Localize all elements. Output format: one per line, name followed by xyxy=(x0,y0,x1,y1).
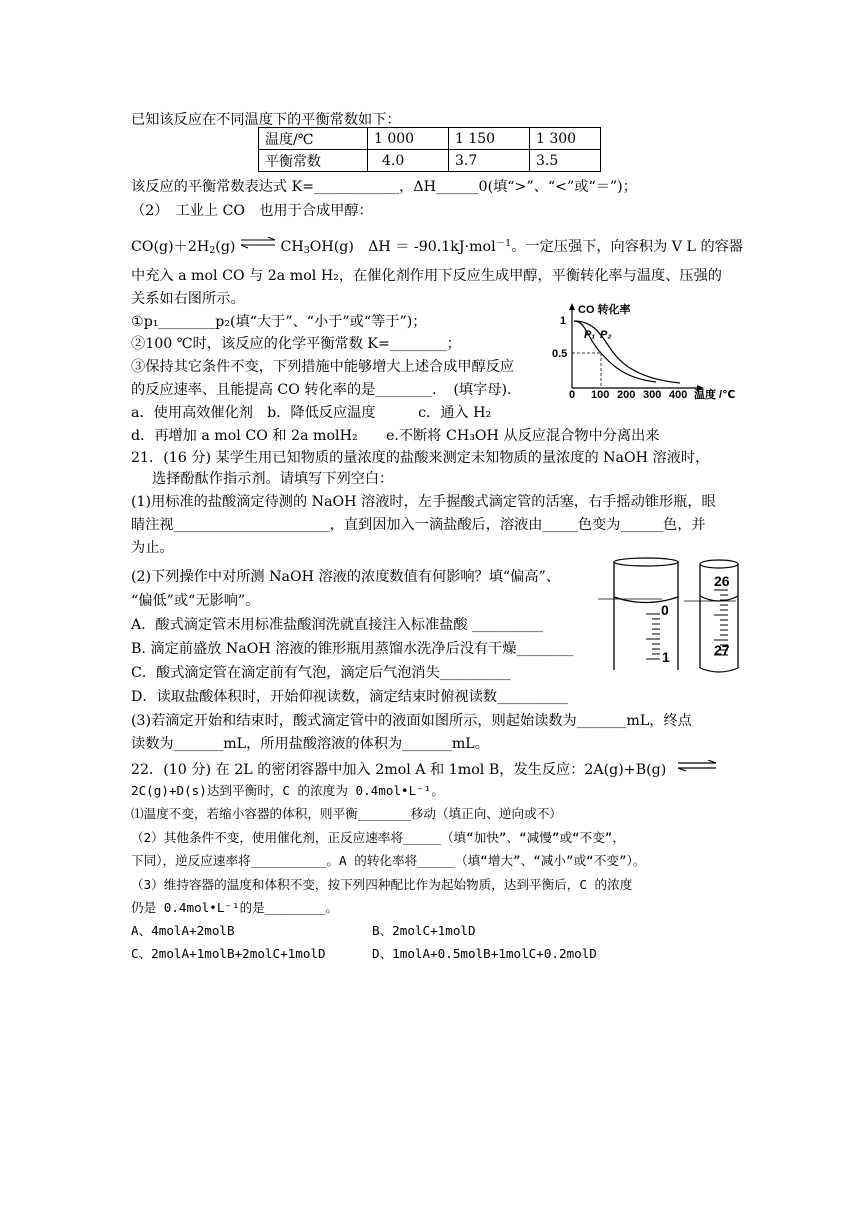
y-axis-title: CO 转化率 xyxy=(578,304,631,316)
right-burette-bottom xyxy=(700,668,738,672)
text-line: （3）维持容器的温度和体积不变，按下列四种配比作为起始物质，达到平衡后，C 的浓度 xyxy=(131,877,633,892)
equilibrium-arrow-icon xyxy=(677,760,717,772)
text-fragment: CO(g)＋2H xyxy=(131,239,210,255)
superscript: －1 xyxy=(495,238,512,249)
text-line: C、2molA+1molB+2molC+1molD xyxy=(131,946,326,961)
text-line: C．酸式滴定管在滴定前有气泡，滴定后气泡消失__________ xyxy=(131,665,511,681)
burette-readings-figure xyxy=(596,552,746,678)
right-meniscus xyxy=(700,596,738,601)
y-tick-label: 0.5 xyxy=(552,348,568,360)
text-line: 选择酚酞作指示剂。请填写下列空白： xyxy=(152,471,394,487)
table-cell: 1 300 xyxy=(530,128,601,150)
text-line: D、1molA+0.5molB+1molC+0.2molD xyxy=(372,946,597,961)
y-tick-label: 1 xyxy=(560,315,567,327)
table-cell: 4.0 xyxy=(368,150,449,172)
text-fragment: 。一定压强下，向容积为 V L 的容器 xyxy=(511,239,744,255)
text-line: (2)下列操作中对所测 NaOH 溶液的浓度数值有何影响？填“偏高”、 xyxy=(131,569,561,585)
y-axis-arrow-icon xyxy=(569,303,575,310)
text-line: ③保持其它条件不变，下列措施中能够增大上述合成甲醇反应 xyxy=(131,359,515,375)
text-line: A．酸式滴定管未用标准盐酸润洗就直接注入标准盐酸 __________ xyxy=(131,617,544,633)
left-scale-label-bottom: 1 xyxy=(662,649,670,665)
x-tick-label: 200 xyxy=(617,389,636,401)
text-line: 关系如右图所示。 xyxy=(131,291,245,307)
text-line: （2）其他条件不变，使用催化剂，正反应速率将_____（填“加快”、“减慢”或“不变”， xyxy=(131,830,625,845)
text-line: (1)用标准的盐酸滴定待测的 NaOH 溶液时，左手握酸式滴定管的活塞，右手摇动锥形瓶，眼 xyxy=(131,494,716,510)
x-tick-label: 100 xyxy=(591,389,610,401)
text-line: D．读取盐酸体积时，开始仰视读数，滴定结束时俯视读数__________ xyxy=(131,689,569,705)
table-row xyxy=(259,150,601,172)
text-line: 2C(g)+D(s)达到平衡时，C 的浓度为 0.4mol•L⁻¹。 xyxy=(131,783,444,798)
x-axis-title: 温度 /℃ xyxy=(694,389,736,401)
text-line: 21．(16 分) 某学生用已知物质的量浓度的盐酸来测定未知物质的量浓度的 NaOH 溶液时， xyxy=(131,450,710,466)
equilibrium-constant-table xyxy=(258,127,601,172)
table-cell: 平衡常数 xyxy=(259,150,368,172)
text-line xyxy=(131,237,743,256)
equilibrium-arrow-icon xyxy=(240,237,276,249)
text-line: 读数为_______mL，所用盐酸溶液的体积为_______mL。 xyxy=(131,736,489,752)
text-line: B. 滴定前盛放 NaOH 溶液的锥形瓶用蒸馏水洗净后没有干燥________ xyxy=(131,641,574,657)
table-cell: 3.5 xyxy=(530,150,601,172)
text-fragment: 22．(10 分) 在 2L 的密闭容器中加入 2mol A 和 1mol B，发生反应：2A(g)+B(g) xyxy=(131,762,667,778)
text-line: 睛注视______________________，直到因加入一滴盐酸后，溶液由_____色变为______色，并 xyxy=(131,517,706,533)
text-line: 下同），逆反应速率将__________。A 的转化率将_____（填“增大”、“减小”或“不变”）。 xyxy=(131,853,646,868)
left-scale xyxy=(646,614,660,659)
text-line: “偏低”或“无影响”。 xyxy=(131,593,260,609)
table-cell: 1 000 xyxy=(368,128,449,150)
text-line xyxy=(131,760,717,779)
subscript: 2 xyxy=(209,245,216,256)
text-line: B、2molC+1molD xyxy=(372,923,476,938)
table-cell: 1 150 xyxy=(449,128,530,150)
text-line: ⑴温度不变，若缩小容器的体积，则平衡_______移动（填正向、逆向或不） xyxy=(131,806,562,821)
curve-label-p2: P₂ xyxy=(600,329,612,341)
text-fragment: OH(g) ΔH ＝ -90.1kJ·mol xyxy=(309,239,496,255)
text-line: A、4molA+2molB xyxy=(131,923,235,938)
right-scale-label-bottom: 27 xyxy=(714,642,730,658)
table-cell: 温度/℃ xyxy=(259,128,368,150)
text-line: 已知该反应在不同温度下的平衡常数如下： xyxy=(131,112,401,128)
right-scale-label-top: 26 xyxy=(714,573,730,589)
text-line: ①p₁________p₂(填“大于”、“小于”或“等于”)； xyxy=(131,314,427,330)
text-line: 中充入 a mol CO 与 2a mol H₂，在催化剂作用下反应生成甲醇，平衡转化率与温度、压强的 xyxy=(131,268,722,284)
x-tick-label: 300 xyxy=(643,389,662,401)
text-line: （2） 工业上 CO 也用于合成甲醇： xyxy=(131,203,373,219)
left-burette-rim xyxy=(614,558,678,566)
co-conversion-graph xyxy=(548,298,744,406)
table-cell: 3.7 xyxy=(449,150,530,172)
text-line: a．使用高效催化剂 b．降低反应温度 c．通入 H₂ xyxy=(131,405,492,421)
text-line: 该反应的平衡常数表达式 K=____________，ΔH______0(填“>”、“<”或“＝”)； xyxy=(131,179,637,195)
subscript: 3 xyxy=(303,245,310,256)
text-line: ②100 ℃时，该反应的化学平衡常数 K=________； xyxy=(131,336,461,352)
x-tick-label: 400 xyxy=(669,389,688,401)
text-fragment: (g) xyxy=(215,239,236,255)
table-row xyxy=(259,128,601,150)
text-line: 仍是 0.4mol•L⁻¹的是________。 xyxy=(131,900,339,915)
right-burette-rim xyxy=(700,560,738,568)
left-scale-label-top: 0 xyxy=(661,602,669,618)
text-line: 为止。 xyxy=(131,540,174,556)
text-line: 的反应速率、且能提高 CO 转化率的是________． (填字母). xyxy=(131,382,512,398)
text-line: (3)若滴定开始和结束时，酸式滴定管中的液面如图所示，则起始读数为_______mL，终点 xyxy=(131,713,692,729)
x-tick-label: 0 xyxy=(569,389,576,401)
text-fragment: CH xyxy=(280,239,304,255)
curve-label-p1: P₁ xyxy=(584,329,596,341)
text-line: d．再增加 a mol CO 和 2a molH₂ e.不断将 CH₃OH 从反应混合物中分离出来 xyxy=(131,428,660,444)
